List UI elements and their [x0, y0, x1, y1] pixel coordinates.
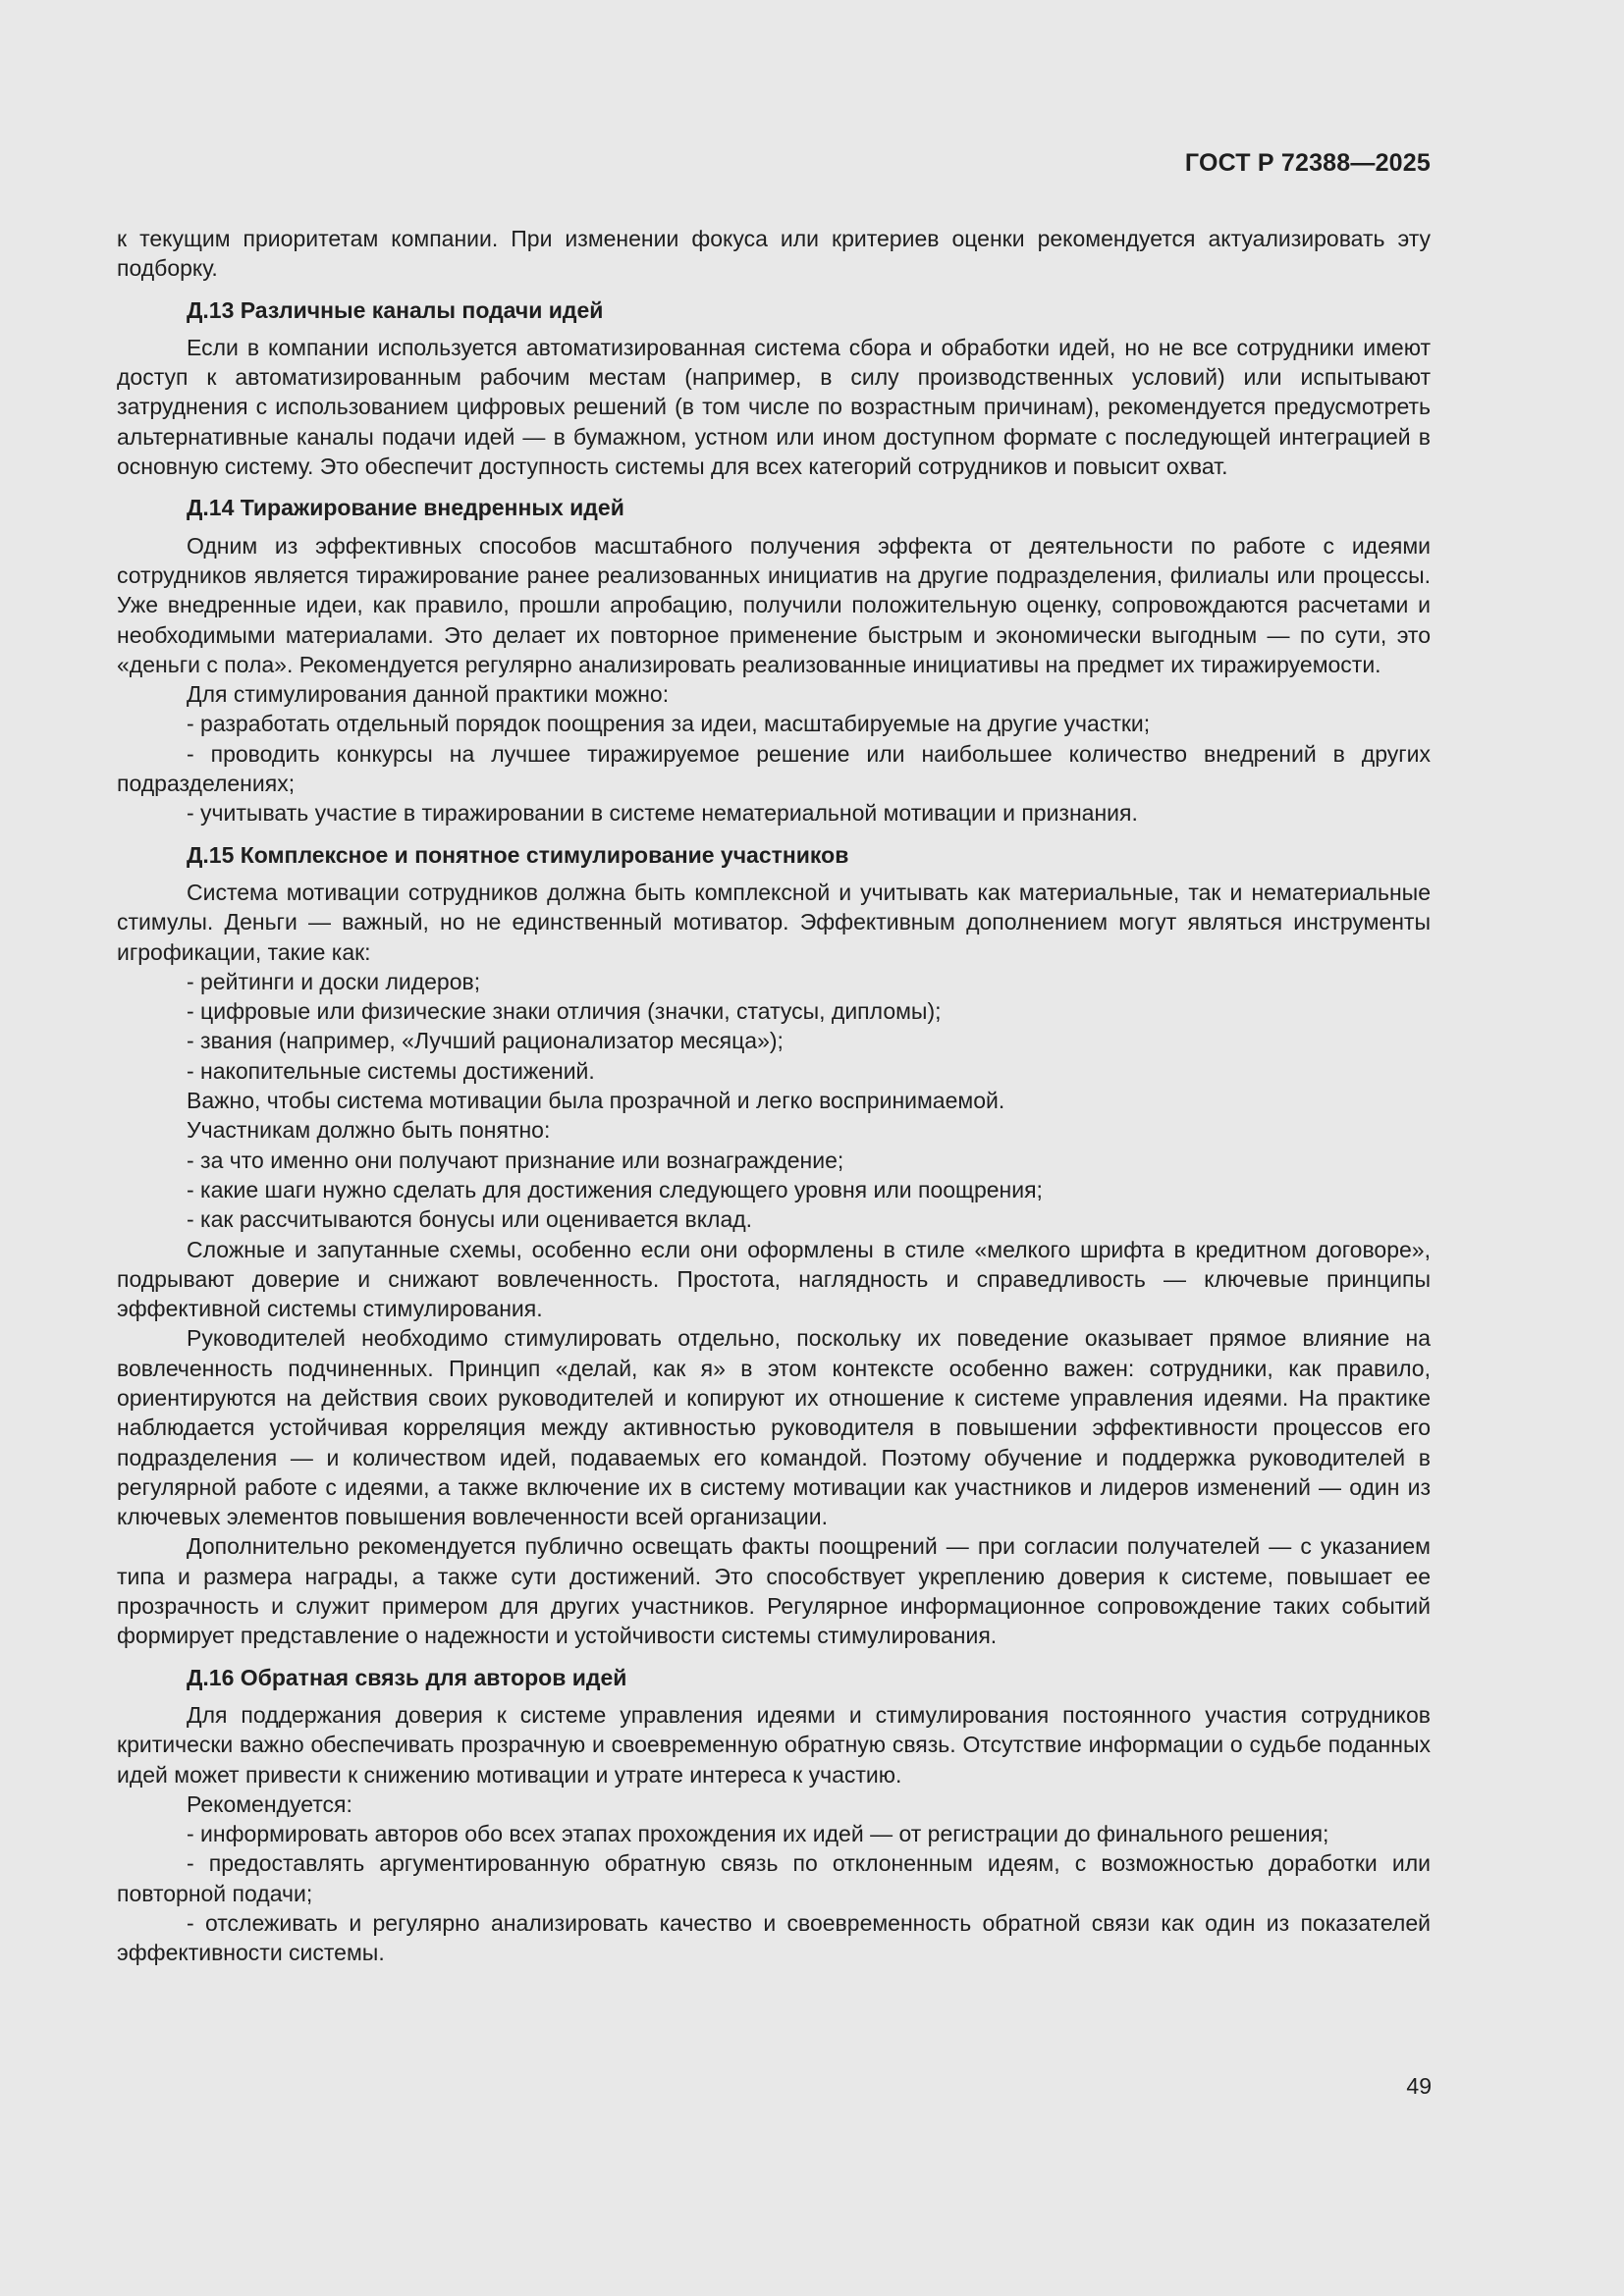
- list-item: - проводить конкурсы на лучшее тиражируемое решение или наибольшее количество внедрений в других подразделениях;: [117, 740, 1431, 797]
- list-item: - рейтинги и доски лидеров;: [187, 968, 481, 994]
- section-heading-d16: Д.16 Обратная связь для авторов идей: [187, 1664, 627, 1690]
- paragraph: Важно, чтобы система мотивации была прозрачной и легко воспринимаемой.: [187, 1088, 1005, 1114]
- list-item: - какие шаги нужно сделать для достижения следующего уровня или поощрения;: [187, 1176, 1043, 1202]
- section-heading-d15: Д.15 Комплексное и понятное стимулирование участников: [187, 841, 849, 868]
- list-item: - накопительные системы достижений.: [187, 1057, 595, 1084]
- paragraph: Сложные и запутанные схемы, особенно если они оформлены в стиле «мелкого шрифта в кредитном договоре», подрывают доверие и снижают вовлеченность. Простота, наглядность и справедливость — ключевые принципы эффективной системы стимулирования.: [117, 1236, 1431, 1322]
- list-item: - разработать отдельный порядок поощрения за идеи, масштабируемые на другие участки;: [187, 711, 1151, 737]
- paragraph: Для стимулирования данной практики можно:: [187, 681, 670, 708]
- page-content: [117, 224, 1431, 1968]
- list-item: - как рассчитываются бонусы или оценивается вклад.: [187, 1206, 753, 1233]
- list-item: - информировать авторов обо всех этапах прохождения их идей — от регистрации до финального решения;: [187, 1821, 1329, 1847]
- list-item: - звания (например, «Лучший рационализатор месяца»);: [187, 1028, 784, 1054]
- paragraph: Одним из эффективных способов масштабного получения эффекта от деятельности по работе с идеями сотрудников является тиражирование ранее реализованных инициатив на другие подразделения, филиалы или процессы. Уже внедренные идеи, как правило, прошли апробацию, получили положительную оценку, сопровождаются расчетами и необходимыми материалами. Это делает их повторное применение быстрым и экономически выгодным — по сути, это «деньги с пола». Рекомендуется регулярно анализировать реализованные инициативы на предмет их тиражируемости.: [117, 532, 1431, 677]
- paragraph: Участникам должно быть понятно:: [187, 1117, 551, 1144]
- page-number: 49: [1406, 2073, 1432, 2099]
- document-code-header: ГОСТ Р 72388—2025: [1184, 149, 1431, 177]
- list-item: - предоставлять аргументированную обратную связь по отклоненным идеям, с возможностью доработки или повторной подачи;: [117, 1850, 1431, 1906]
- paragraph-continued: к текущим приоритетам компании. При изменении фокуса или критериев оценки рекомендуется актуализировать эту подборку.: [117, 226, 1431, 282]
- list-item: - отслеживать и регулярно анализировать качество и своевременность обратной связи как один из показателей эффективности системы.: [117, 1910, 1431, 1966]
- paragraph: Рекомендуется:: [187, 1790, 352, 1817]
- paragraph: Если в компании используется автоматизированная система сбора и обработки идей, но не все сотрудники имеют доступ к автоматизированным рабочим местам (например, в силу производственных условий) или испытывают затруднения с использованием цифровых решений (в том числе по возрастным причинам), рекомендуется предусмотреть альтернативные каналы подачи идей — в бумажном, устном или ином доступном формате с последующей интеграцией в основную систему. Это обеспечит доступность системы для всех категорий сотрудников и повысит охват.: [117, 334, 1431, 480]
- list-item: - за что именно они получают признание или вознаграждение;: [187, 1147, 844, 1173]
- paragraph: Руководителей необходимо стимулировать отдельно, поскольку их поведение оказывает прямое влияние на вовлеченность подчиненных. Принцип «делай, как я» в этом контексте особенно важен: сотрудники, как правило, ориентируются на действия своих руководителей и копируют их отношение к системе управления идеями. На практике наблюдается устойчивая корреляция между активностью руководителя в повышении эффективности процессов его подразделения — и количеством идей, подаваемых его командой. Поэтому обучение и поддержка руководителей в регулярной работе с идеями, а также включение их в систему мотивации как участников и лидеров изменений — один из ключевых элементов повышения вовлеченности всей организации.: [117, 1325, 1431, 1530]
- paragraph: Дополнительно рекомендуется публично освещать факты поощрений — при согласии получателей — с указанием типа и размера награды, а также сути достижений. Это способствует укреплению доверия к системе, повышает ее прозрачность и служит примером для других участников. Регулярное информационное сопровождение таких событий формирует представление о надежности и устойчивости системы стимулирования.: [117, 1533, 1431, 1649]
- paragraph: Система мотивации сотрудников должна быть комплексной и учитывать как материальные, так и нематериальные стимулы. Деньги — важный, но не единственный мотиватор. Эффективным дополнением могут являться инструменты игрофикации, такие как:: [117, 879, 1431, 965]
- section-heading-d13: Д.13 Различные каналы подачи идей: [187, 296, 604, 323]
- section-heading-d14: Д.14 Тиражирование внедренных идей: [187, 495, 624, 521]
- paragraph: Для поддержания доверия к системе управления идеями и стимулирования постоянного участия сотрудников критически важно обеспечивать прозрачную и своевременную обратную связь. Отсутствие информации о судьбе поданных идей может привести к снижению мотивации и утрате интереса к участию.: [117, 1701, 1431, 1788]
- list-item: - учитывать участие в тиражировании в системе нематериальной мотивации и признания.: [187, 800, 1138, 827]
- list-item: - цифровые или физические знаки отличия (значки, статусы, дипломы);: [187, 998, 942, 1025]
